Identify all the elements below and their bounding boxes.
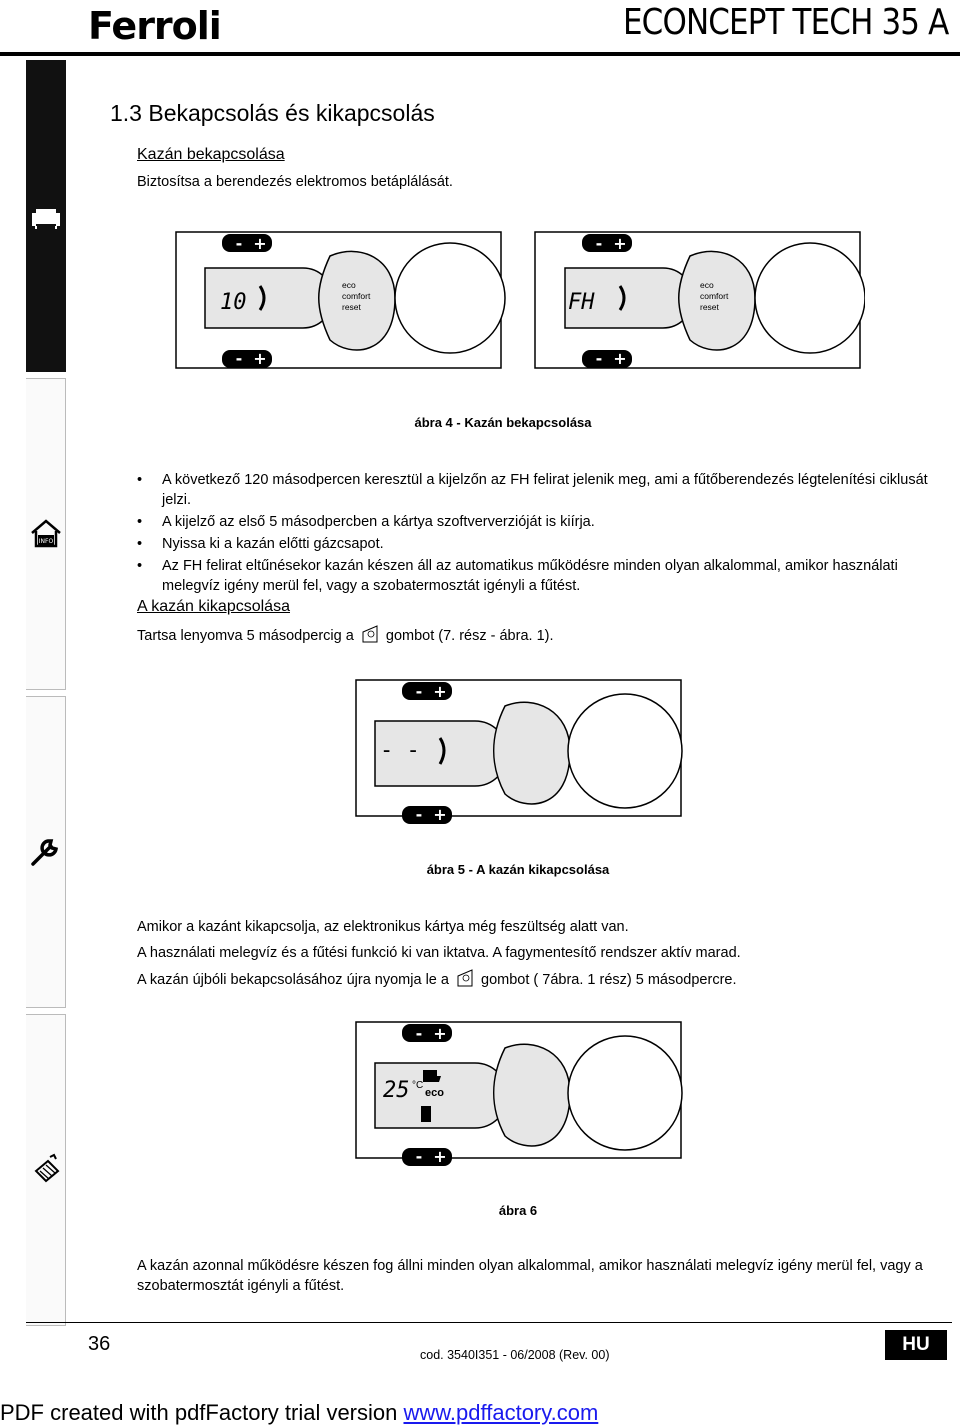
brand-logo: Ferroli <box>88 4 221 48</box>
off-instr-after: gombot (7. rész - ábra. 1). <box>385 628 554 644</box>
house-icon <box>30 517 62 549</box>
figure-4-panels <box>175 228 865 373</box>
panel-labels-right <box>700 280 728 313</box>
on-subtitle: Kazán bekapcsolása <box>137 146 285 163</box>
off-subtitle: A kazán kikapcsolása <box>137 598 290 615</box>
svg-text:-: - <box>595 349 603 368</box>
section-title: 1.3 Bekapcsolás és kikapcsolás <box>110 100 435 126</box>
svg-text:-: - <box>415 1147 423 1166</box>
svg-text:+: + <box>433 1024 447 1043</box>
display-unit: °C <box>412 1080 424 1091</box>
display-right: FH <box>568 290 595 315</box>
off-instruction <box>137 624 554 646</box>
tab-service[interactable] <box>26 696 66 1008</box>
off-paragraph-2: A használati melegvíz és a fűtési funkció ki van iktatva. A fagymentesítő rendszer aktív marad. <box>137 945 741 961</box>
panel-labels-left <box>342 280 370 313</box>
page-number: 36 <box>88 1333 111 1355</box>
svg-text:+: + <box>433 1147 447 1166</box>
display-left: 10 <box>220 290 247 315</box>
list-item: • Az FH felirat eltűnésekor kazán készen áll az automatikus működésre minden olyan alkalommal, amikor használati melegvíz igény merül fel, vagy a szobatermosztát igényli a fűtést. <box>137 556 952 596</box>
list-item: • A következő 120 másodpercen keresztül a kijelzőn az FH felirat jelenik meg, ami a fűtőberendezés légtelenítési ciklusát jelzi. <box>137 470 952 510</box>
svg-text:+: + <box>433 682 447 701</box>
radiator-icon <box>421 1106 431 1122</box>
svg-text:+: + <box>253 234 267 253</box>
power-button-icon <box>361 624 379 644</box>
label-eco: eco <box>342 280 356 290</box>
fig6-paragraph: A kazán azonnal működésre készen fog állni minden olyan alkalommal, amikor használati melegvíz igény merül fel, vagy a szobatermosztát igényli a fűtést. <box>137 1258 923 1294</box>
svg-text:-: - <box>235 349 243 368</box>
svg-text:-: - <box>415 805 423 824</box>
svg-text:-: - <box>415 1024 423 1043</box>
armchair-icon <box>30 201 62 233</box>
off-instr-before: Tartsa lenyomva 5 másodpercig a <box>137 628 354 644</box>
doc-code: cod. 3540I351 - 06/2008 (Rev. 00) <box>420 1348 610 1362</box>
on-intro: Biztosítsa a berendezés elektromos betáplálását. <box>137 174 453 190</box>
figure-4-caption: ábra 4 - Kazán bekapcsolása <box>414 415 592 430</box>
svg-text:+: + <box>613 234 627 253</box>
list-item: • A kijelző az első 5 másodpercben a kártya szoftververzióját is kiírja. <box>137 512 952 532</box>
svg-text:-: - <box>235 234 243 253</box>
off-paragraph-1: Amikor a kazánt kikapcsolja, az elektronikus kártya még feszültség alatt van. <box>137 919 629 935</box>
notepad-icon <box>30 1153 62 1185</box>
svg-text:-: - <box>595 234 603 253</box>
svg-text:INFO: INFO <box>38 538 54 545</box>
list-item: • Nyissa ki a kazán előtti gázcsapot. <box>137 534 952 554</box>
figure-6-caption: ábra 6 <box>498 1203 538 1218</box>
off-paragraph-3 <box>137 968 737 990</box>
pdffactory-link[interactable]: www.pdffactory.com <box>403 1400 599 1425</box>
label-eco: eco <box>700 280 714 290</box>
pdf-watermark <box>0 1400 598 1426</box>
label-reset: reset <box>342 302 361 312</box>
language-badge: HU <box>885 1330 947 1360</box>
label-comfort: comfort <box>700 291 729 301</box>
p3-before: A kazán újbóli bekapcsolásához újra nyomja le a <box>137 972 449 988</box>
svg-text:-: - <box>415 682 423 701</box>
tab-technical[interactable] <box>26 1014 66 1326</box>
tab-user[interactable] <box>26 60 66 372</box>
display-temp: 25 <box>383 1078 410 1103</box>
figure-5-caption: ábra 5 - A kazán kikapcsolása <box>426 862 610 877</box>
display-eco: eco <box>425 1087 444 1099</box>
on-bullet-list <box>137 470 952 598</box>
svg-text:+: + <box>613 349 627 368</box>
svg-text:+: + <box>253 349 267 368</box>
model-title: ECONCEPT TECH 35 A <box>622 2 948 43</box>
label-comfort: comfort <box>342 291 371 301</box>
p3-after: gombot ( 7ábra. 1 rész) 5 másodpercre. <box>481 972 737 988</box>
pdf-prefix: PDF created with pdfFactory trial version <box>0 1400 404 1425</box>
header-rule <box>0 52 960 56</box>
footer-rule <box>26 1322 952 1323</box>
display-off: - - <box>380 738 420 763</box>
label-reset: reset <box>700 302 719 312</box>
svg-text:+: + <box>433 805 447 824</box>
power-button-icon <box>456 968 474 988</box>
